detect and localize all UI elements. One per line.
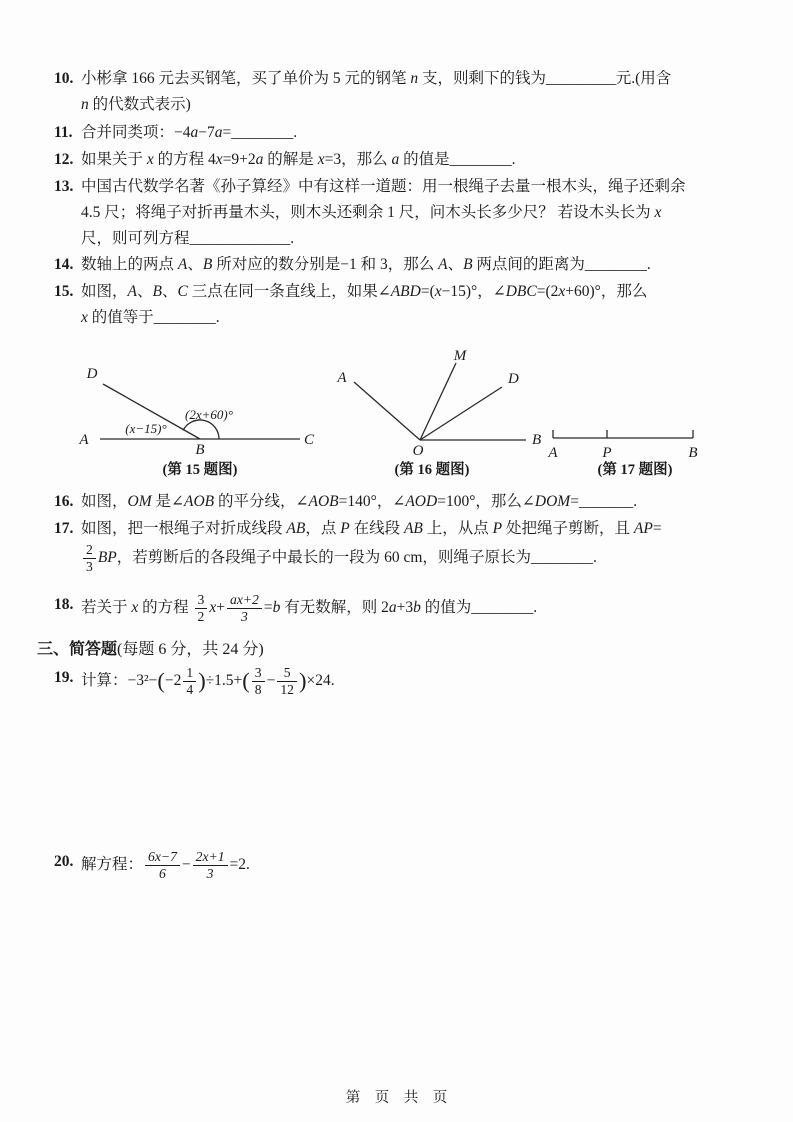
question-12	[54, 147, 754, 173]
figure-17-caption: (第 17 题图)	[597, 462, 673, 478]
question-12-text: 如果关于 x 的方程 4x=9+2a 的解是 x=3，那么 a 的值是________.	[81, 151, 516, 168]
question-14-text: 数轴上的两点 A、B 所对应的数分别是−1 和 3，那么 A、B 两点间的距离为________.	[81, 256, 651, 273]
point-label-p: P	[602, 445, 612, 461]
question-15	[54, 279, 754, 331]
figure-15-diagram	[70, 356, 330, 468]
page-footer: 第 页 共 页	[345, 1090, 448, 1106]
point-label-a: A	[79, 432, 89, 448]
question-13	[54, 174, 754, 252]
point-label-c: C	[303, 432, 315, 448]
question-10-number: 10.	[54, 70, 74, 87]
question-11-number: 11.	[54, 124, 73, 141]
question-20-text: 解方程： $\frac{6x-7}{6}$ − $\frac{2x+1}{3}$ =2.	[81, 849, 250, 881]
point-label-a: A	[337, 370, 347, 386]
section-title: 三、简答题	[37, 641, 118, 658]
question-17-number: 17.	[54, 520, 74, 537]
question-15-text: 如图，A、B、C 三点在同一条直线上，如果∠ABD=(x−15)°，∠DBC=(2x+60)°，那么 x 的值等于________.	[81, 283, 648, 326]
question-16-text: 如图，OM 是∠AOB 的平分线，∠AOB=140°，∠AOD=100°，那么∠DOM=_______.	[81, 493, 638, 510]
question-12-number: 12.	[54, 151, 74, 168]
point-label-a: A	[548, 445, 558, 461]
question-20	[54, 849, 754, 881]
point-label-o: O	[412, 443, 424, 459]
question-10	[54, 66, 754, 118]
figure-15-caption: (第 15 题图)	[162, 462, 238, 478]
question-14-number: 14.	[54, 256, 74, 273]
question-18	[54, 592, 754, 624]
question-13-text: 中国古代数学名著《孙子算经》中有这样一道题：用一根绳子去量一根木头，绳子还剩余 4.5 尺；将绳子对折再量木头，则木头还剩余 1 尺，问木头长多少尺？ 若设木头长为 x 尺，则可列方程_____________.	[81, 178, 686, 247]
angle-label-dbc: (2x+60)°	[185, 407, 233, 422]
point-label-b: B	[532, 432, 542, 448]
question-11-text: 合并同类项：−4a−7a=________.	[81, 124, 298, 141]
question-20-number: 20.	[54, 853, 74, 870]
question-19-number: 19.	[54, 669, 74, 686]
question-13-number: 13.	[54, 178, 74, 195]
section-note: (每题 6 分，共 24 分)	[117, 641, 264, 658]
question-17-text: 如图，把一根绳子对折成线段 AB，点 P 在线段 AB 上，从点 P 处把绳子剪断，且 AP= $\frac{2}{3}$ BP，若剪断后的各段绳子中最长的一段为 60 cm，则绳子原长为________.	[81, 520, 662, 574]
point-label-b: B	[688, 445, 698, 461]
angle-label-abd: (x−15)°	[125, 421, 167, 436]
question-16-number: 16.	[54, 493, 74, 510]
section-header	[37, 638, 264, 662]
question-18-text: 若关于 x 的方程 $\frac{3}{2}$ x+ $\frac{ax+2}{3}$ =b 有无数解，则 2a+3b 的值为________.	[81, 592, 538, 624]
point-label-b: B	[195, 442, 205, 458]
angle-arc	[183, 420, 219, 439]
question-16	[54, 489, 754, 515]
ray-oa	[354, 382, 420, 440]
question-14	[54, 252, 754, 278]
point-label-d: D	[86, 366, 98, 382]
question-18-number: 18.	[54, 596, 74, 613]
question-15-number: 15.	[54, 283, 74, 300]
point-label-m: M	[453, 348, 467, 364]
figure-16-diagram	[328, 346, 543, 461]
question-10-text: 小彬拿 166 元去买钢笔，买了单价为 5 元的钢笔 n 支，则剩下的钱为_________元.(用含 n 的代数式表示)	[81, 70, 672, 113]
question-19	[54, 665, 754, 697]
question-17	[54, 516, 754, 574]
question-19-text: 计算：−3²−(−2 $\frac{1}{4}$ )÷1.5+( $\frac{3}{8}$ − $\frac{5}{12}$ )×24.	[81, 665, 335, 697]
point-label-d: D	[508, 371, 519, 387]
question-11	[54, 120, 754, 146]
figure-16-caption: (第 16 题图)	[394, 462, 470, 478]
